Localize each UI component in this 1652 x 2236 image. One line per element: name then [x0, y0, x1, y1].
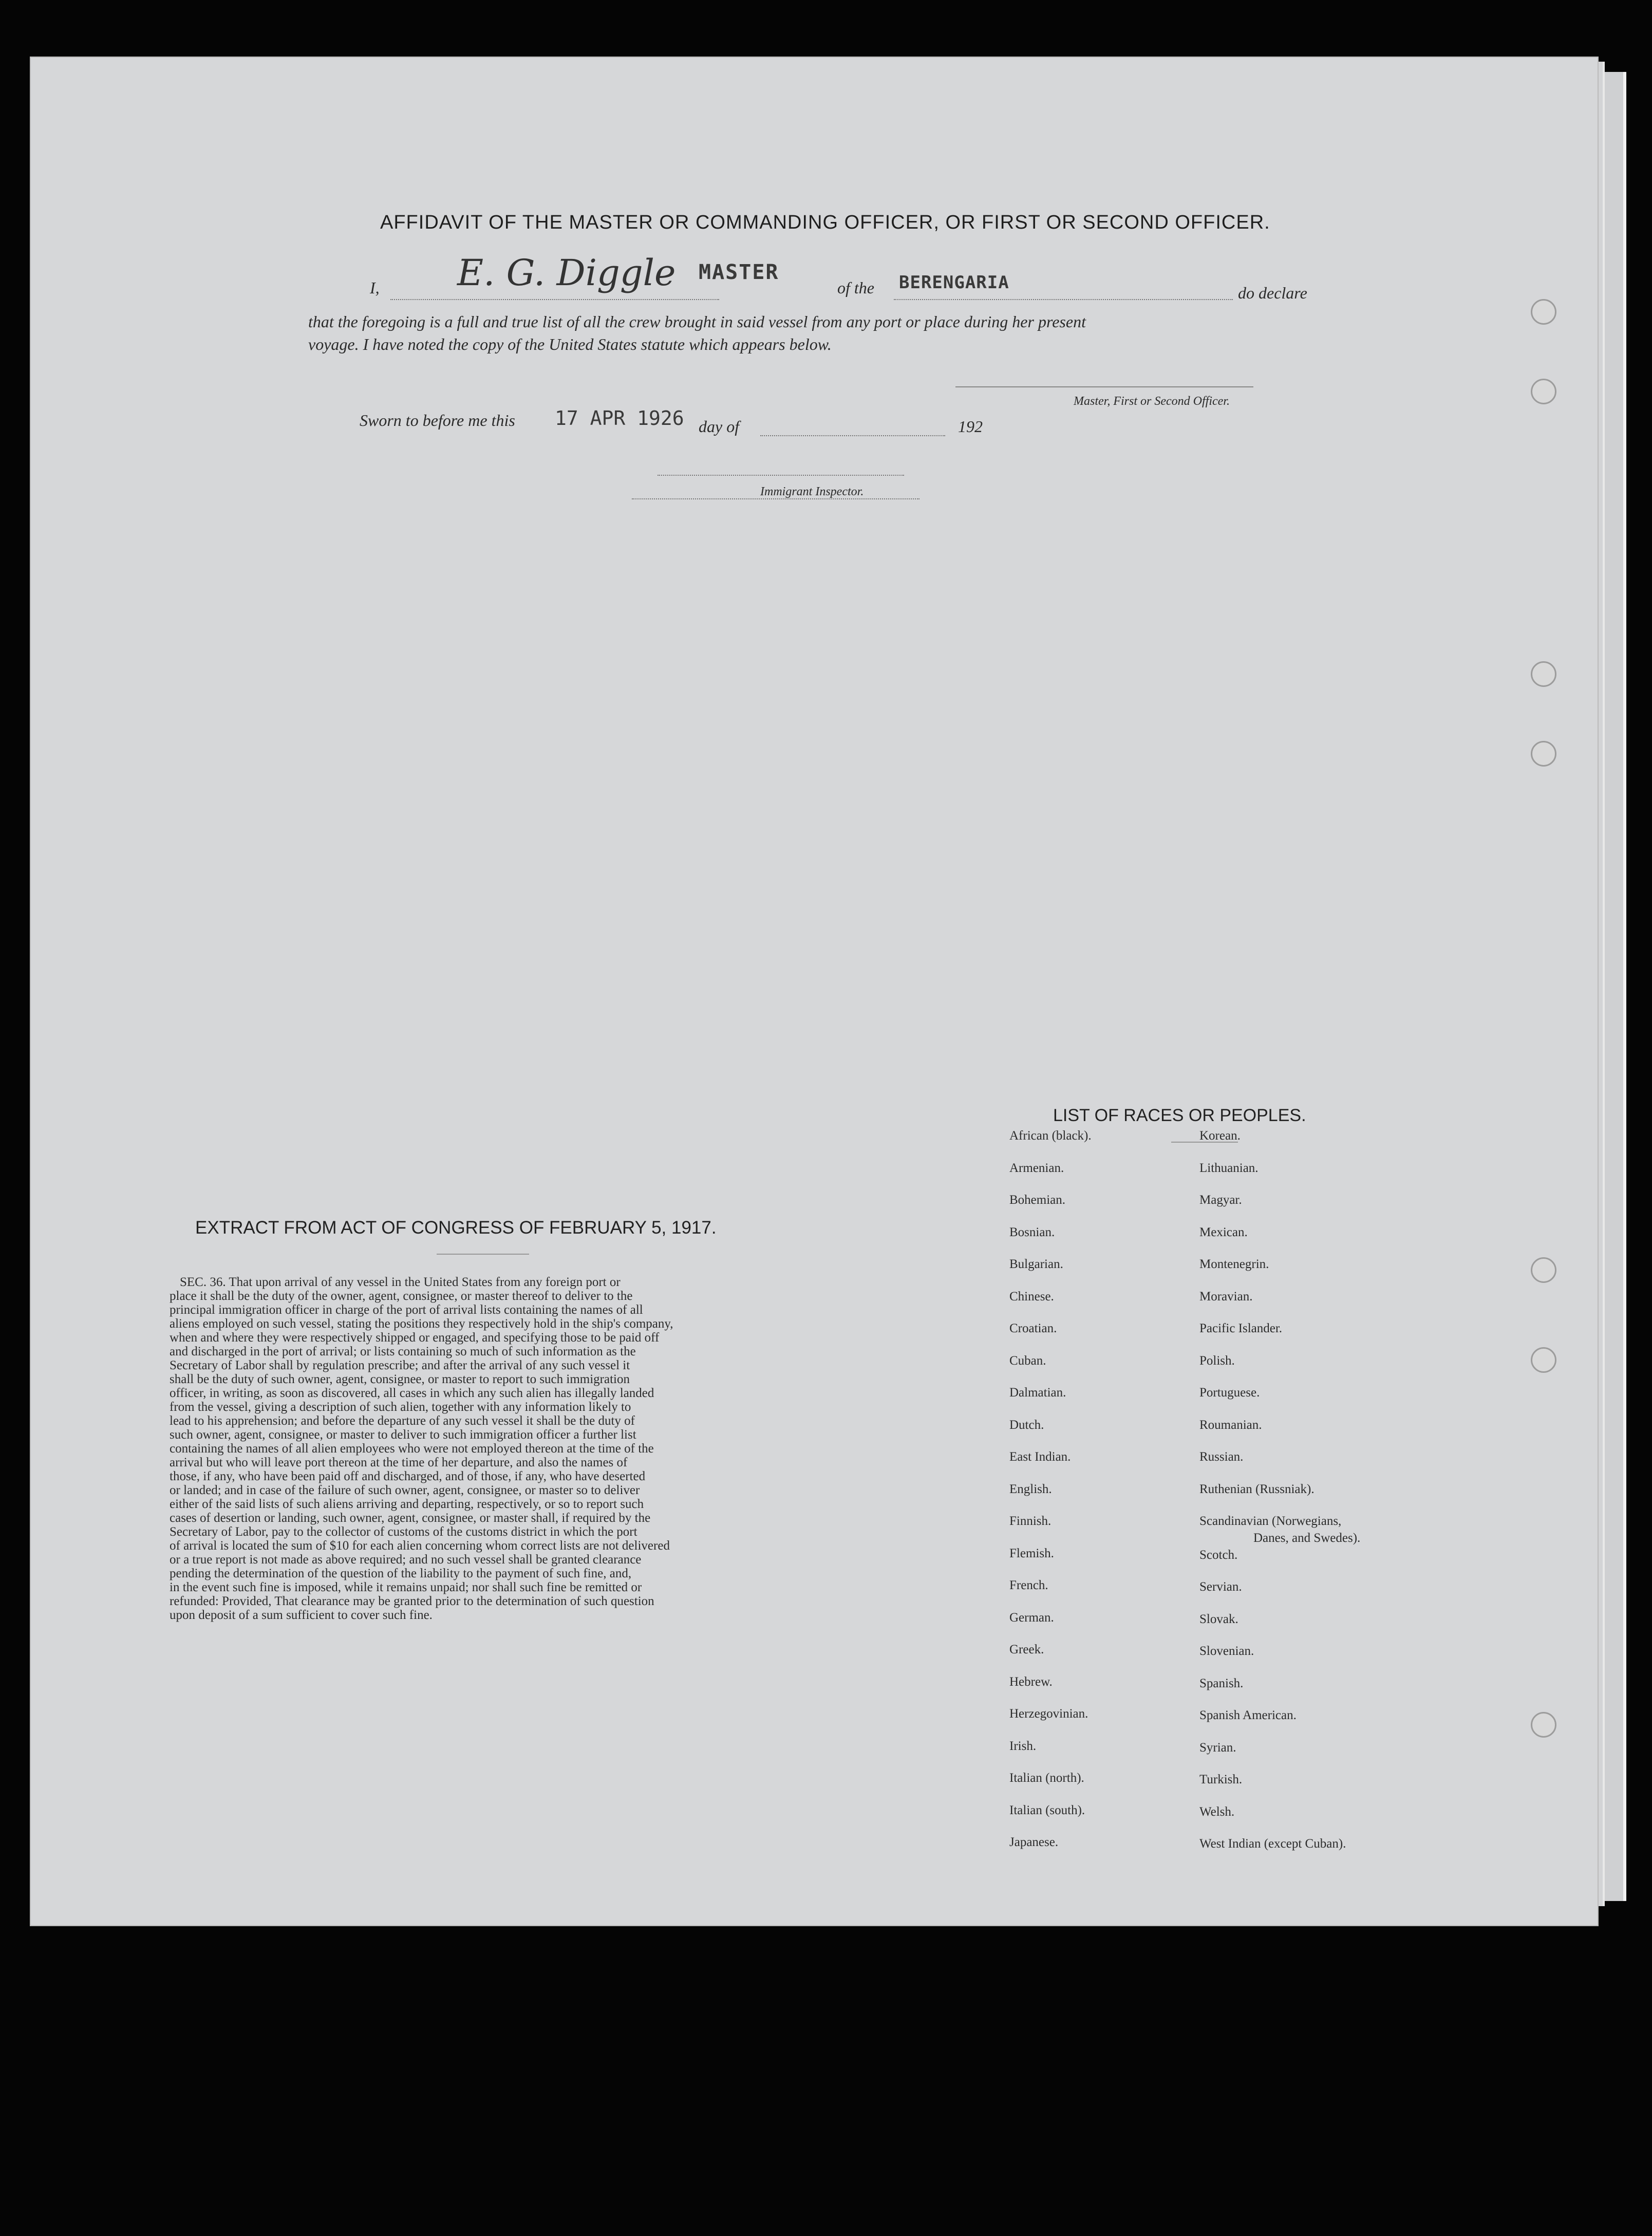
extract-line: SEC. 36. That upon arrival of any vessel in the United States from any foreign port or: [180, 1275, 621, 1289]
extract-line: lead to his apprehension; and before the departure of any such vessel it shall be the duty of: [170, 1414, 635, 1428]
race-item: Greek.: [1009, 1643, 1044, 1656]
race-item: West Indian (except Cuban).: [1199, 1837, 1346, 1851]
race-item: Italian (north).: [1009, 1771, 1084, 1785]
vessel-stamp: BERENGARIA: [899, 272, 1009, 293]
vessel-line: [894, 299, 1233, 300]
extract-line: or a true report is not made as above required; and no such vessel shall be granted clearance: [170, 1553, 642, 1567]
race-item: Dalmatian.: [1009, 1386, 1066, 1400]
race-item: Montenegrin.: [1199, 1257, 1269, 1271]
punch-hole: [1531, 299, 1556, 325]
date-line: [760, 435, 945, 436]
document-page: [31, 58, 1598, 1925]
extract-heading: EXTRACT FROM ACT OF CONGRESS OF FEBRUARY 5, 1917.: [195, 1218, 717, 1238]
extract-line: place it shall be the duty of the owner, agent, consignee, or master thereof to deliver to the: [170, 1289, 633, 1303]
affidavit-line-2: that the foregoing is a full and true list of all the crew brought in said vessel from any port or place during her present: [308, 312, 1086, 331]
extract-line: Secretary of Labor, pay to the collector of customs of the customs district in which the port: [170, 1525, 637, 1539]
sworn-label: Sworn to before me this: [360, 411, 515, 430]
extract-line: principal immigration officer in charge of the port of arrival lists containing the names of all: [170, 1303, 643, 1317]
race-item: Hebrew.: [1009, 1674, 1053, 1689]
race-item: Welsh.: [1199, 1804, 1235, 1819]
extract-body: [170, 1275, 791, 1622]
extract-line: of arrival is located the sum of $10 for each alien concerning whom correct lists are not delivered: [170, 1539, 670, 1553]
race-item: Magyar.: [1199, 1193, 1242, 1207]
year-prefix: 192: [958, 417, 983, 436]
punch-hole: [1531, 379, 1556, 404]
inspector-caption: Immigrant Inspector.: [760, 485, 864, 498]
inspector-line-1: [658, 475, 904, 476]
punch-hole: [1531, 1712, 1556, 1738]
extract-line: or landed; and in case of the failure of such owner, agent, consignee, or master so to deliver: [170, 1483, 640, 1497]
extract-line: refunded: Provided, That clearance may be granted prior to the determination of such question: [170, 1594, 654, 1608]
extract-line: pending the determination of the question of the liability to the payment of such fine, and,: [170, 1567, 632, 1580]
extract-line: aliens employed on such vessel, stating the positions they respectively hold in the ship's company,: [170, 1317, 673, 1331]
race-item: French.: [1009, 1578, 1048, 1592]
extract-line: Secretary of Labor shall by regulation prescribe; and after the arrival of any such vessel it: [170, 1358, 630, 1372]
race-item: Moravian.: [1199, 1289, 1253, 1303]
extract-line: when and where they were respectively shipped or engaged, and specifying those to be paid off: [170, 1331, 660, 1345]
race-item: Russian.: [1199, 1450, 1244, 1464]
race-item: Pacific Islander.: [1199, 1321, 1283, 1335]
rank-stamp: MASTER: [699, 260, 779, 284]
race-item: Cuban.: [1009, 1353, 1046, 1368]
affidavit-line-3: voyage. I have noted the copy of the United States statute which appears below.: [308, 335, 832, 353]
signature: E. G. Diggle: [457, 252, 676, 294]
race-item: German.: [1009, 1610, 1054, 1625]
race-item: Syrian.: [1199, 1740, 1236, 1755]
race-item: Bohemian.: [1009, 1193, 1066, 1207]
race-item: Roumanian.: [1199, 1418, 1262, 1432]
punch-hole: [1531, 1347, 1556, 1373]
punch-hole: [1531, 661, 1556, 687]
extract-line: upon deposit of a sum sufficient to cover such fine.: [170, 1608, 433, 1622]
race-item: Bosnian.: [1009, 1225, 1055, 1239]
race-item: Danes, and Swedes).: [1253, 1531, 1361, 1545]
race-item: Armenian.: [1009, 1161, 1064, 1175]
date-stamp: 17 APR 1926: [555, 407, 684, 430]
i-label: I,: [370, 278, 380, 297]
extract-line: those, if any, who have been paid off and discharged, and of those, if any, who have deserted: [170, 1469, 646, 1483]
extract-line: containing the names of all alien employees who were not employed thereon at the time of the: [170, 1442, 654, 1456]
race-item: Spanish American.: [1199, 1708, 1297, 1722]
race-item: Herzegovinian.: [1009, 1707, 1088, 1721]
race-item: Dutch.: [1009, 1418, 1044, 1432]
affidavit-heading: AFFIDAVIT OF THE MASTER OR COMMANDING OFFICER, OR FIRST OR SECOND OFFICER.: [380, 212, 1270, 233]
extract-line: from the vessel, giving a description of such alien, together with any information likely to: [170, 1400, 631, 1414]
race-item: Spanish.: [1199, 1676, 1244, 1690]
race-item: Scotch.: [1199, 1548, 1238, 1562]
race-item: Finnish.: [1009, 1514, 1052, 1528]
extract-line: such owner, agent, consignee, or master to deliver to such immigration officer a further list: [170, 1428, 636, 1442]
punch-hole: [1531, 741, 1556, 767]
race-item: Ruthenian (Russniak).: [1199, 1482, 1315, 1496]
race-item: Scandinavian (Norwegians,: [1199, 1514, 1342, 1528]
race-item: Slovak.: [1199, 1612, 1238, 1626]
race-item: Japanese.: [1009, 1835, 1059, 1849]
race-item: Servian.: [1199, 1580, 1242, 1594]
race-item: Turkish.: [1199, 1773, 1243, 1786]
race-item: Portuguese.: [1199, 1386, 1260, 1400]
race-item: Chinese.: [1009, 1289, 1054, 1303]
do-declare-label: do declare: [1238, 284, 1307, 302]
race-item: Bulgarian.: [1009, 1257, 1063, 1271]
extract-line: shall be the duty of such owner, agent, consignee, or master to report to such immigration: [170, 1372, 630, 1386]
race-item: African (black).: [1009, 1129, 1092, 1143]
race-item: East Indian.: [1009, 1450, 1071, 1464]
day-of-label: day of: [699, 417, 740, 436]
race-item: Mexican.: [1199, 1225, 1248, 1239]
officer-signature-line: [955, 386, 1253, 387]
signature-line: [390, 299, 719, 300]
extract-line: officer, in writing, as soon as discovered, all cases in which any such alien has illegally landed: [170, 1386, 654, 1400]
race-item: Lithuanian.: [1199, 1161, 1259, 1175]
race-item: Polish.: [1199, 1353, 1235, 1368]
race-item: Slovenian.: [1199, 1644, 1254, 1658]
extract-line: cases of desertion or landing, such owner, agent, consignee, or master shall, if required by the: [170, 1511, 651, 1525]
race-item: Italian (south).: [1009, 1803, 1085, 1817]
race-item: Flemish.: [1009, 1546, 1054, 1560]
extract-rule: [437, 1254, 529, 1255]
extract-line: arrival but who will leave port thereon at the time of her departure, and also the names of: [170, 1456, 628, 1469]
race-item: Croatian.: [1009, 1321, 1057, 1335]
extract-line: in the event such fine is imposed, while it remains unpaid; nor shall such fine be remitted or: [170, 1580, 642, 1594]
officer-caption: Master, First or Second Officer.: [1074, 395, 1230, 408]
extract-line: either of the said lists of such aliens arriving and departing, respectively, or so to report such: [170, 1497, 644, 1511]
extract-line: and discharged in the port of arrival; or lists containing so much of such information as the: [170, 1345, 636, 1358]
punch-hole: [1531, 1257, 1556, 1283]
of-the-label: of the: [837, 278, 874, 297]
race-item: Irish.: [1009, 1739, 1037, 1753]
races-heading: LIST OF RACES OR PEOPLES.: [1053, 1106, 1306, 1125]
race-item: English.: [1009, 1482, 1052, 1496]
race-item: Korean.: [1199, 1129, 1241, 1143]
